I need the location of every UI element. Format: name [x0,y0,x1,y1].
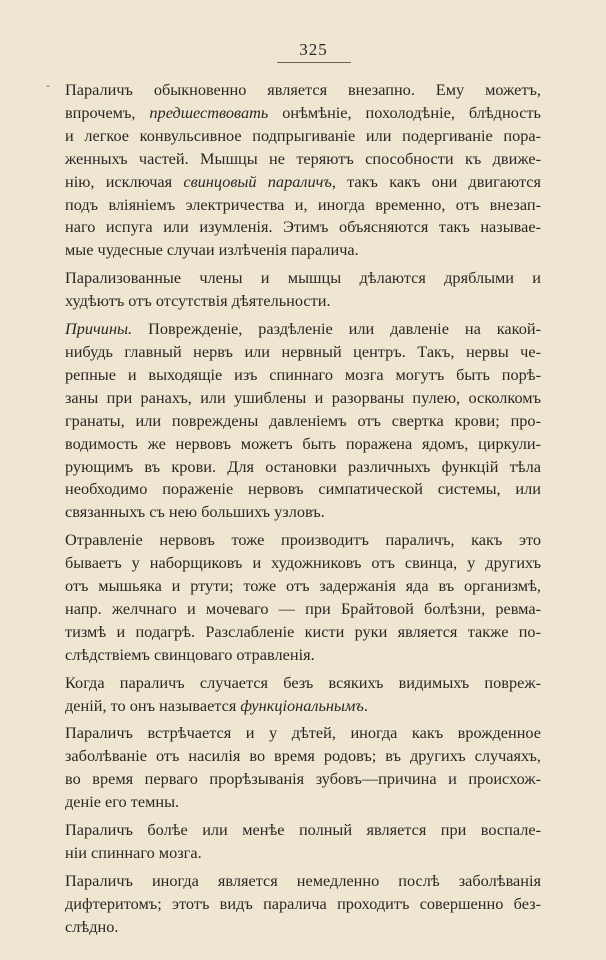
text-line: необходимо пораженіе нервовъ симпатической системы, или [65,479,541,499]
paragraph [65,819,541,865]
text-line: Параличъ болѣе или менѣе полный является при воспале- [65,820,541,840]
text-line: худѣютъ отъ отсутствія дѣятельности. [65,291,331,311]
text-line: Когда параличъ случается безъ всякихъ видимыхъ повреж- [65,672,541,692]
text-line: бываетъ у наборщиковъ и художниковъ отъ свинца, у другихъ [65,553,541,573]
text-line: Параличъ встрѣчается и у дѣтей, иногда какъ врожденное [65,723,541,743]
paragraph [65,722,541,814]
text-line: Отравленіе нервовъ тоже производитъ параличъ, какъ это [65,530,541,550]
paragraph [65,318,541,524]
text-line: и легкое конвульсивное подпрыгиваніе или подергиваніе пора- [65,125,541,145]
text-line: заны при ранахъ, или ушиблены и разорваны пулею, осколкомъ [65,387,541,407]
text-line: отъ мышьяка и ртути; тоже отъ задержанія яда въ организмѣ, [65,576,541,596]
text-line: Парализованные члены и мышцы дѣлаются дряблыми и [65,268,541,288]
paragraph [65,870,541,939]
text-line: слѣдно. [65,916,119,936]
text-line: деніе его темны. [65,792,180,812]
text-line: подъ вліяніемъ электричества и, иногда временно, отъ внезап- [65,194,541,214]
text-line: деній, то онъ называется функціональнымъ. [65,695,368,715]
text-line: Причины. Поврежденіе, раздѣленіе или давленіе на какой- [65,319,541,339]
text-line: мые чудесные случаи излѣченія паралича. [65,240,359,260]
text-line: водимость же нервовъ можетъ быть поражена ядомъ, циркули- [65,433,541,453]
text-line: гранаты, или повреждены давленіемъ отъ свертка крови; про- [65,410,541,430]
paragraph [65,267,541,313]
text-line: Параличъ обыкновенно является внезапно. Ему можетъ, [65,80,541,99]
paragraph [65,672,541,718]
text-line: ніи спиннаго мозга. [65,843,202,862]
text-line: наго испуга или изумленія. Этимъ объясняются такъ называе- [65,217,541,237]
text-line: во время перваго прорѣзыванія зубовъ—причина и происхож- [65,769,541,789]
text-line: связанныхъ съ нею большихъ узловъ. [65,502,325,522]
text-line: рующимъ въ крови. Для остановки различныхъ функцій тѣла [65,456,541,476]
text-line: женныхъ частей. Мышцы не теряютъ способности къ движе- [65,148,541,168]
text-line: тизмѣ и подагрѣ. Разслабленіе кисти руки является также по- [65,621,541,641]
text-line: Параличъ иногда является немедленно послѣ заболѣванія [65,870,541,890]
text-line: нибудь главный нервъ или нервный центръ. Такъ, нервы че- [65,341,541,361]
text-line: слѣдствіемъ свинцоваго отравленія. [65,644,315,664]
text-line: нію, исключая свинцовый параличъ, такъ какъ они двигаются [65,171,541,191]
text-line: впрочемъ, предшествовать онѣмѣніе, похолодѣніе, блѣдность [65,102,541,122]
print-mark: - [46,78,50,92]
text-line: дифтеритомъ; этотъ видъ паралича проходитъ совершенно без- [65,893,541,913]
paragraph [65,79,541,262]
text-line: репные и выходящіе изъ спиннаго мозга могутъ быть порѣ- [65,364,541,384]
body-text [65,79,541,939]
text-line: заболѣваніе отъ насилія во время родовъ; въ другихъ случаяхъ, [65,746,541,766]
header-rule [277,62,351,63]
page-number: 325 [299,40,328,59]
paragraph [65,529,541,666]
text-line: напр. желчнаго и мочеваго — при Брайтовой болѣзни, ревма- [65,598,541,618]
